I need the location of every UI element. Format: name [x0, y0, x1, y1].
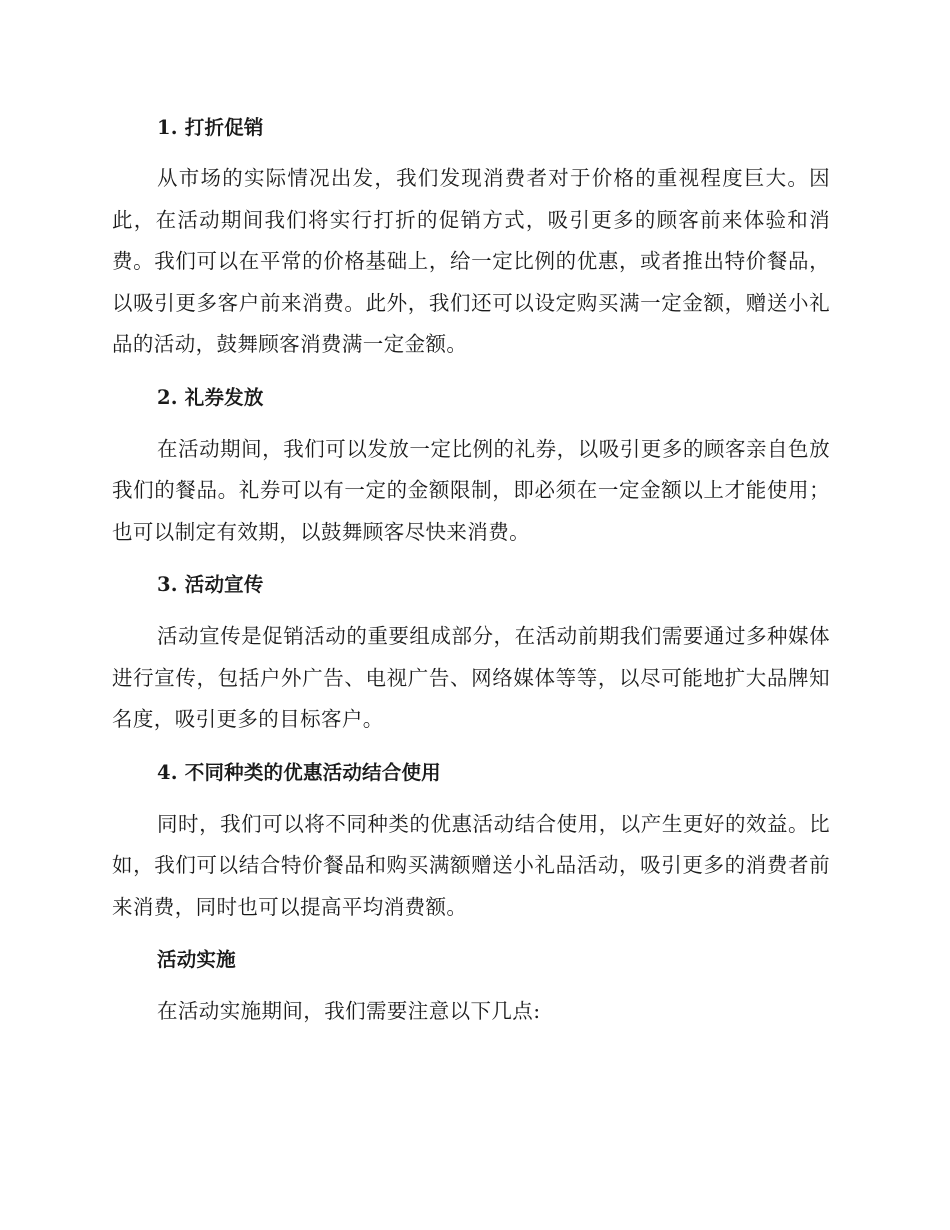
section-paragraph-promotion: 活动宣传是促销活动的重要组成部分，在活动前期我们需要通过多种媒体进行宣传，包括户外广告、电视广告、网络媒体等等，以尽可能地扩大品牌知名度，吸引更多的目标客户。	[112, 624, 830, 731]
section-paragraph-coupons: 在活动期间，我们可以发放一定比例的礼券，以吸引更多的顾客亲自色放我们的餐品。礼券可以有一定的金额限制，即必须在一定金额以上才能使用；也可以制定有效期，以鼓舞顾客尽快来消费。	[112, 436, 830, 544]
section-heading-coupons: 2. 礼券发放	[157, 385, 264, 409]
section-paragraph-combined-offers: 同时，我们可以将不同种类的优惠活动结合使用，以产生更好的效益。比如，我们可以结合特价餐品和购买满额赠送小礼品活动，吸引更多的消费者前来消费，同时也可以提高平均消费额。	[112, 811, 830, 919]
section-paragraph-implementation: 在活动实施期间，我们需要注意以下几点:	[157, 999, 541, 1023]
section-paragraph-discount: 从市场的实际情况出发，我们发现消费者对于价格的重视程度巨大。因此，在活动期间我们将实行打折的促销方式，吸引更多的顾客前来体验和消费。我们可以在平常的价格基础上，给一定比例的优惠，或者推出特价餐品，以吸引更多客户前来消费。此外，我们还可以设定购买满一定金额，赠送小礼品的活动，鼓舞顾客消费满一定金额。	[112, 166, 830, 356]
section-heading-combined-offers: 4. 不同种类的优惠活动结合使用	[157, 760, 441, 784]
section-heading-discount: 1. 打折促销	[157, 116, 264, 139]
section-heading-promotion: 3. 活动宣传	[157, 573, 264, 596]
section-heading-implementation: 活动实施	[157, 948, 236, 971]
document-page	[112, 110, 830, 1033]
